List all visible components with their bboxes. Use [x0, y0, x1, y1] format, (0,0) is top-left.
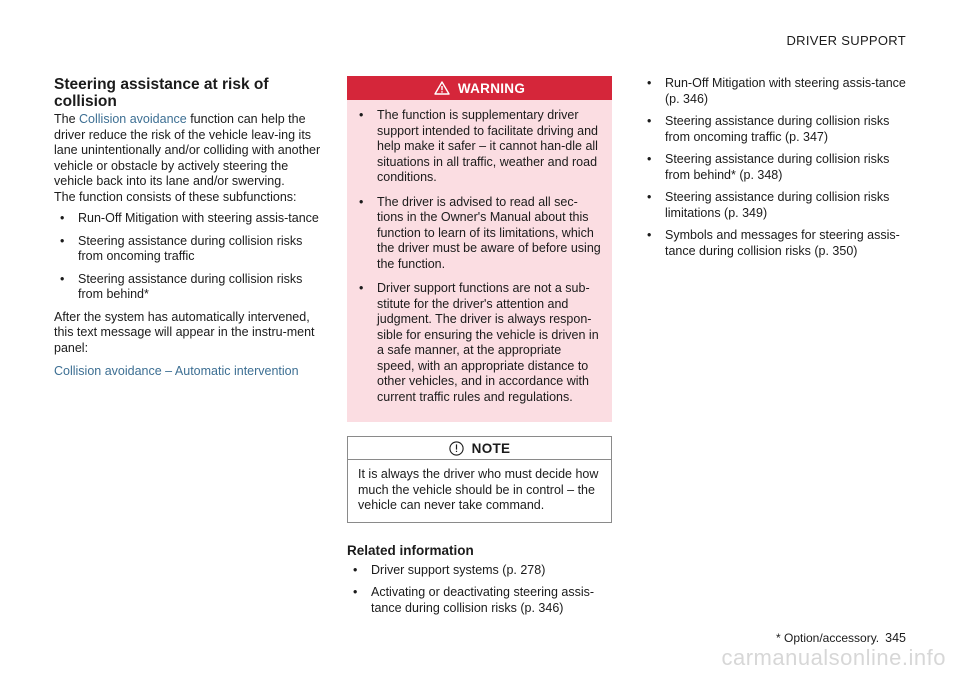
- note-body: It is always the driver who must decide how much the vehicle should be in control – the vehicle can never take command.: [358, 467, 599, 512]
- list-item-text: Run-Off Mitigation with steering assis-tance: [78, 211, 319, 225]
- bullet: •: [60, 271, 65, 286]
- bullet: •: [647, 190, 652, 204]
- bullet: •: [647, 152, 652, 166]
- related-link[interactable]: [641, 114, 911, 145]
- warning-box: [347, 76, 612, 422]
- main-column: [54, 76, 324, 380]
- bullet: •: [647, 114, 652, 128]
- warning-header: [347, 76, 612, 100]
- related-link-text: Steering assistance during collision risks from oncoming traffic (p. 347): [665, 114, 890, 144]
- related-link-text: Steering assistance during collision risks from behind* (p. 348): [665, 152, 890, 182]
- note-header: [348, 437, 611, 460]
- related-link-text: Run-Off Mitigation with steering assis-tance (p. 346): [665, 76, 906, 106]
- related-link[interactable]: [347, 563, 612, 579]
- bullet: •: [359, 281, 364, 295]
- related-link[interactable]: [641, 228, 911, 259]
- middle-column: [347, 76, 612, 623]
- related-info-list-continued: [641, 76, 911, 259]
- intro-suffix: function can help the driver reduce the risk of the vehicle leav-ing its lane unintentionally and/or colliding with another vehicle or obstacle by actively steering the vehicle back into its lane and/or swerving.: [54, 112, 321, 188]
- after-intervention-text: After the system has automatically intervened, this text message will appear in the instru-ment panel:: [54, 309, 315, 355]
- list-item-text: The function is supplementary driver support intended to facilitate driving and help make it safer – it cannot han-dle all situations in all traffic, weather and road conditions.: [377, 108, 598, 184]
- related-link-text: Symbols and messages for steering assis-tance during collision risks (p. 350): [665, 228, 900, 258]
- bullet: •: [60, 211, 65, 225]
- list-item-text: Steering assistance during collision risks from oncoming traffic: [78, 233, 303, 263]
- list-item: [353, 281, 602, 405]
- footnote: * Option/accessory.: [775, 631, 880, 645]
- related-link-text: Activating or deactivating steering assis-tance during collision risks (p. 346): [371, 585, 595, 615]
- page-title: Steering assistance at risk of collision: [54, 76, 269, 110]
- bullet: •: [359, 108, 364, 122]
- list-item-text: The driver is advised to read all sec-tions in the Owner's Manual about this function to learn of its limitations, which the driver must be aware of before using the function.: [377, 194, 601, 271]
- note-box: [347, 436, 612, 523]
- section-header: DRIVER SUPPORT: [786, 33, 906, 48]
- page-number: 345: [885, 631, 906, 645]
- bullet: •: [60, 233, 65, 248]
- info-circle-icon: [449, 441, 464, 456]
- warning-title: WARNING: [457, 80, 526, 96]
- note-title: NOTE: [471, 440, 511, 456]
- related-link[interactable]: [641, 76, 911, 107]
- list-item: [54, 211, 324, 227]
- subfunction-list: [54, 211, 324, 303]
- related-info-list: [347, 563, 612, 617]
- bullet: •: [353, 562, 358, 577]
- list-item-text: Steering assistance during collision risks from behind*: [78, 271, 303, 301]
- bullet: •: [647, 76, 652, 90]
- bullet: •: [353, 585, 358, 599]
- related-link-text: Steering assistance during collision risks limitations (p. 349): [665, 190, 890, 220]
- intro-paragraph: [54, 112, 324, 190]
- warning-list: [353, 108, 602, 405]
- list-item: [54, 272, 324, 303]
- list-item-text: Driver support functions are not a sub-stitute for the driver's attention and judgment. The driver is always respon-sible for ensuring the vehicle is driven in a safe manner, at the appropriate speed, with an appropriate distance to other vehicles, and in accordance with current traffic rules and regulations.: [377, 281, 599, 404]
- subfunctions-intro: The function consists of these subfunctions:: [54, 189, 297, 204]
- related-link-text: Driver support systems (p. 278): [371, 562, 546, 577]
- right-column: [641, 76, 911, 266]
- related-link[interactable]: [347, 585, 612, 616]
- page-footer: [776, 631, 906, 645]
- warning-triangle-icon: [434, 81, 450, 95]
- bullet: •: [359, 194, 364, 209]
- instrument-panel-message: Collision avoidance – Automatic intervention: [54, 364, 299, 378]
- watermark: carmanualsonline.info: [721, 645, 946, 670]
- related-link[interactable]: [641, 152, 911, 183]
- related-link[interactable]: [641, 190, 911, 221]
- list-item: [353, 108, 602, 186]
- list-item: [54, 234, 324, 265]
- list-item: [353, 195, 602, 273]
- function-name: Collision avoidance: [79, 112, 187, 126]
- related-info-title: Related information: [347, 542, 474, 558]
- bullet: •: [647, 228, 652, 242]
- intro-prefix: The: [54, 112, 80, 126]
